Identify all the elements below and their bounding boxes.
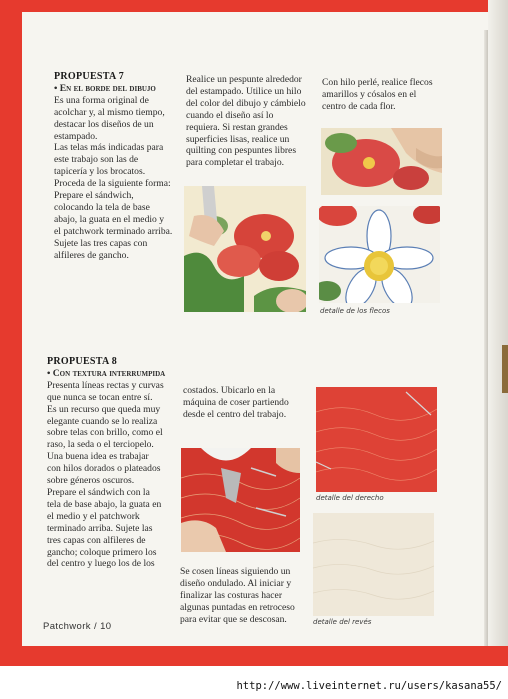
- page-footer: Patchwork / 10: [43, 621, 112, 632]
- text-line: para completar el trabajo.: [186, 157, 285, 169]
- text-line: requiera. Si restan grandes: [186, 121, 288, 133]
- text-line: Una buena idea es trabajar: [47, 451, 149, 463]
- text-line: centro de cada flor.: [322, 100, 396, 112]
- propuesta7-subheading: • En el borde del dibujo: [54, 82, 156, 94]
- text-line: Las telas más indicadas para: [54, 142, 164, 154]
- text-line: amarillos y cósalos en el: [322, 88, 417, 100]
- text-line: quilting con pespuntes libres: [186, 145, 297, 157]
- caption-reves: detalle del revés: [313, 618, 372, 626]
- photo-flower-fringe-hands: [321, 128, 442, 195]
- propuesta8-body-2: [183, 385, 308, 421]
- text-line: superficies lisas, realice un: [186, 133, 290, 145]
- propuesta8-col1: [47, 356, 175, 570]
- text-line: acolchar y, al mismo tiempo,: [54, 106, 165, 118]
- propuesta7-col3: [322, 77, 442, 113]
- text-line: Prepare el sándwich,: [54, 190, 134, 202]
- photo-quilting-machine: [184, 186, 306, 312]
- text-line: elegante cuando se lo realiza: [47, 415, 158, 427]
- propuesta8-col2-top: [183, 385, 308, 421]
- text-line: para evitar que se descosan.: [180, 613, 287, 625]
- page-spine-shadow: [484, 30, 488, 646]
- left-red-border: [0, 0, 22, 666]
- propuesta8-col2-bottom: [180, 566, 310, 626]
- text-line: finalizar las costuras hacer: [180, 589, 283, 601]
- watermark-url: http://www.liveinternet.ru/users/kasana55/: [236, 680, 502, 692]
- propuesta7-col2: [186, 74, 314, 169]
- text-line: costados. Ubicarlo en la: [183, 385, 276, 396]
- text-line: Con hilo perlé, realice flecos: [322, 77, 433, 88]
- text-line: que nunca se tocan entre sí.: [47, 391, 153, 403]
- photo-flower-detail: [319, 206, 440, 303]
- text-line: este trabajo son las de: [54, 154, 139, 166]
- text-line: Es una forma original de: [54, 94, 149, 106]
- propuesta8-subheading: • Con textura interrumpida: [47, 367, 166, 379]
- text-line: del estampado. Utilice un hilo: [186, 85, 302, 97]
- text-line: Sujete las tres capas con: [54, 237, 148, 249]
- text-line: del centro y luego los de los: [47, 558, 155, 570]
- photo-detail-reves: [313, 513, 434, 616]
- text-line: tres capas con alfileres de: [47, 534, 146, 546]
- text-line: gancho; coloque primero los: [47, 546, 157, 558]
- caption-flecos: detalle de los flecos: [320, 307, 390, 315]
- text-line: Se cosen líneas siguiendo un: [180, 566, 291, 577]
- propuesta7-body-2: [186, 74, 314, 169]
- text-line: Es un recurso que queda muy: [47, 403, 161, 415]
- text-line: tapicería y los brocatos.: [54, 166, 146, 178]
- caption-derecho: detalle del derecho: [316, 494, 384, 502]
- text-line: cuando el diseño así lo: [186, 109, 274, 121]
- photo-red-quilt-machine: [181, 448, 300, 552]
- text-line: el medio y el patchwork: [47, 510, 140, 522]
- text-line: abajo, la guata en el medio y: [54, 213, 165, 225]
- propuesta7-body-1: [54, 95, 179, 262]
- facing-page-edge: [488, 0, 508, 666]
- text-line: sobre telas con brillo, como el: [47, 427, 163, 439]
- propuesta7-heading: PROPUESTA 7: [54, 71, 125, 82]
- top-red-border: [0, 0, 508, 12]
- text-line: con hilos dorados o plateados: [47, 463, 161, 475]
- text-line: colocando la tela de base: [54, 201, 150, 213]
- propuesta7-body-3: [322, 77, 442, 113]
- text-line: diseño ondulado. Al iniciar y: [180, 577, 292, 589]
- text-line: del color del dibujo y cámbielo: [186, 97, 306, 109]
- text-line: algunas puntadas en retroceso: [180, 601, 295, 613]
- text-line: raso, la seda o el terciopelo.: [47, 439, 154, 451]
- text-line: tela de base abajo, la guata en: [47, 498, 162, 510]
- propuesta7-col1: [54, 71, 179, 262]
- propuesta8-heading: PROPUESTA 8: [47, 356, 118, 367]
- text-line: sobre géneros oscuros.: [47, 475, 135, 487]
- text-line: Presenta líneas rectas y curvas: [47, 379, 164, 391]
- gutter-mark: [502, 345, 508, 393]
- text-line: destacar los diseños de un: [54, 118, 154, 130]
- photo-detail-derecho: [316, 387, 437, 492]
- bottom-red-border: [0, 646, 508, 666]
- text-line: Realice un pespunte alrededor: [186, 74, 302, 85]
- propuesta8-body-3: [180, 566, 310, 626]
- text-line: Proceda de la siguiente forma:: [54, 178, 171, 190]
- text-line: terminado arriba. Sujete las: [47, 522, 153, 534]
- text-line: alfileres de gancho.: [54, 249, 129, 261]
- text-line: máquina de coser partiendo: [183, 396, 289, 408]
- text-line: desde el centro del trabajo.: [183, 408, 287, 420]
- text-line: estampado.: [54, 130, 98, 142]
- text-line: el patchwork terminado arriba.: [54, 225, 173, 237]
- text-line: Prepare el sándwich con la: [47, 486, 150, 498]
- propuesta8-body-1: [47, 380, 175, 571]
